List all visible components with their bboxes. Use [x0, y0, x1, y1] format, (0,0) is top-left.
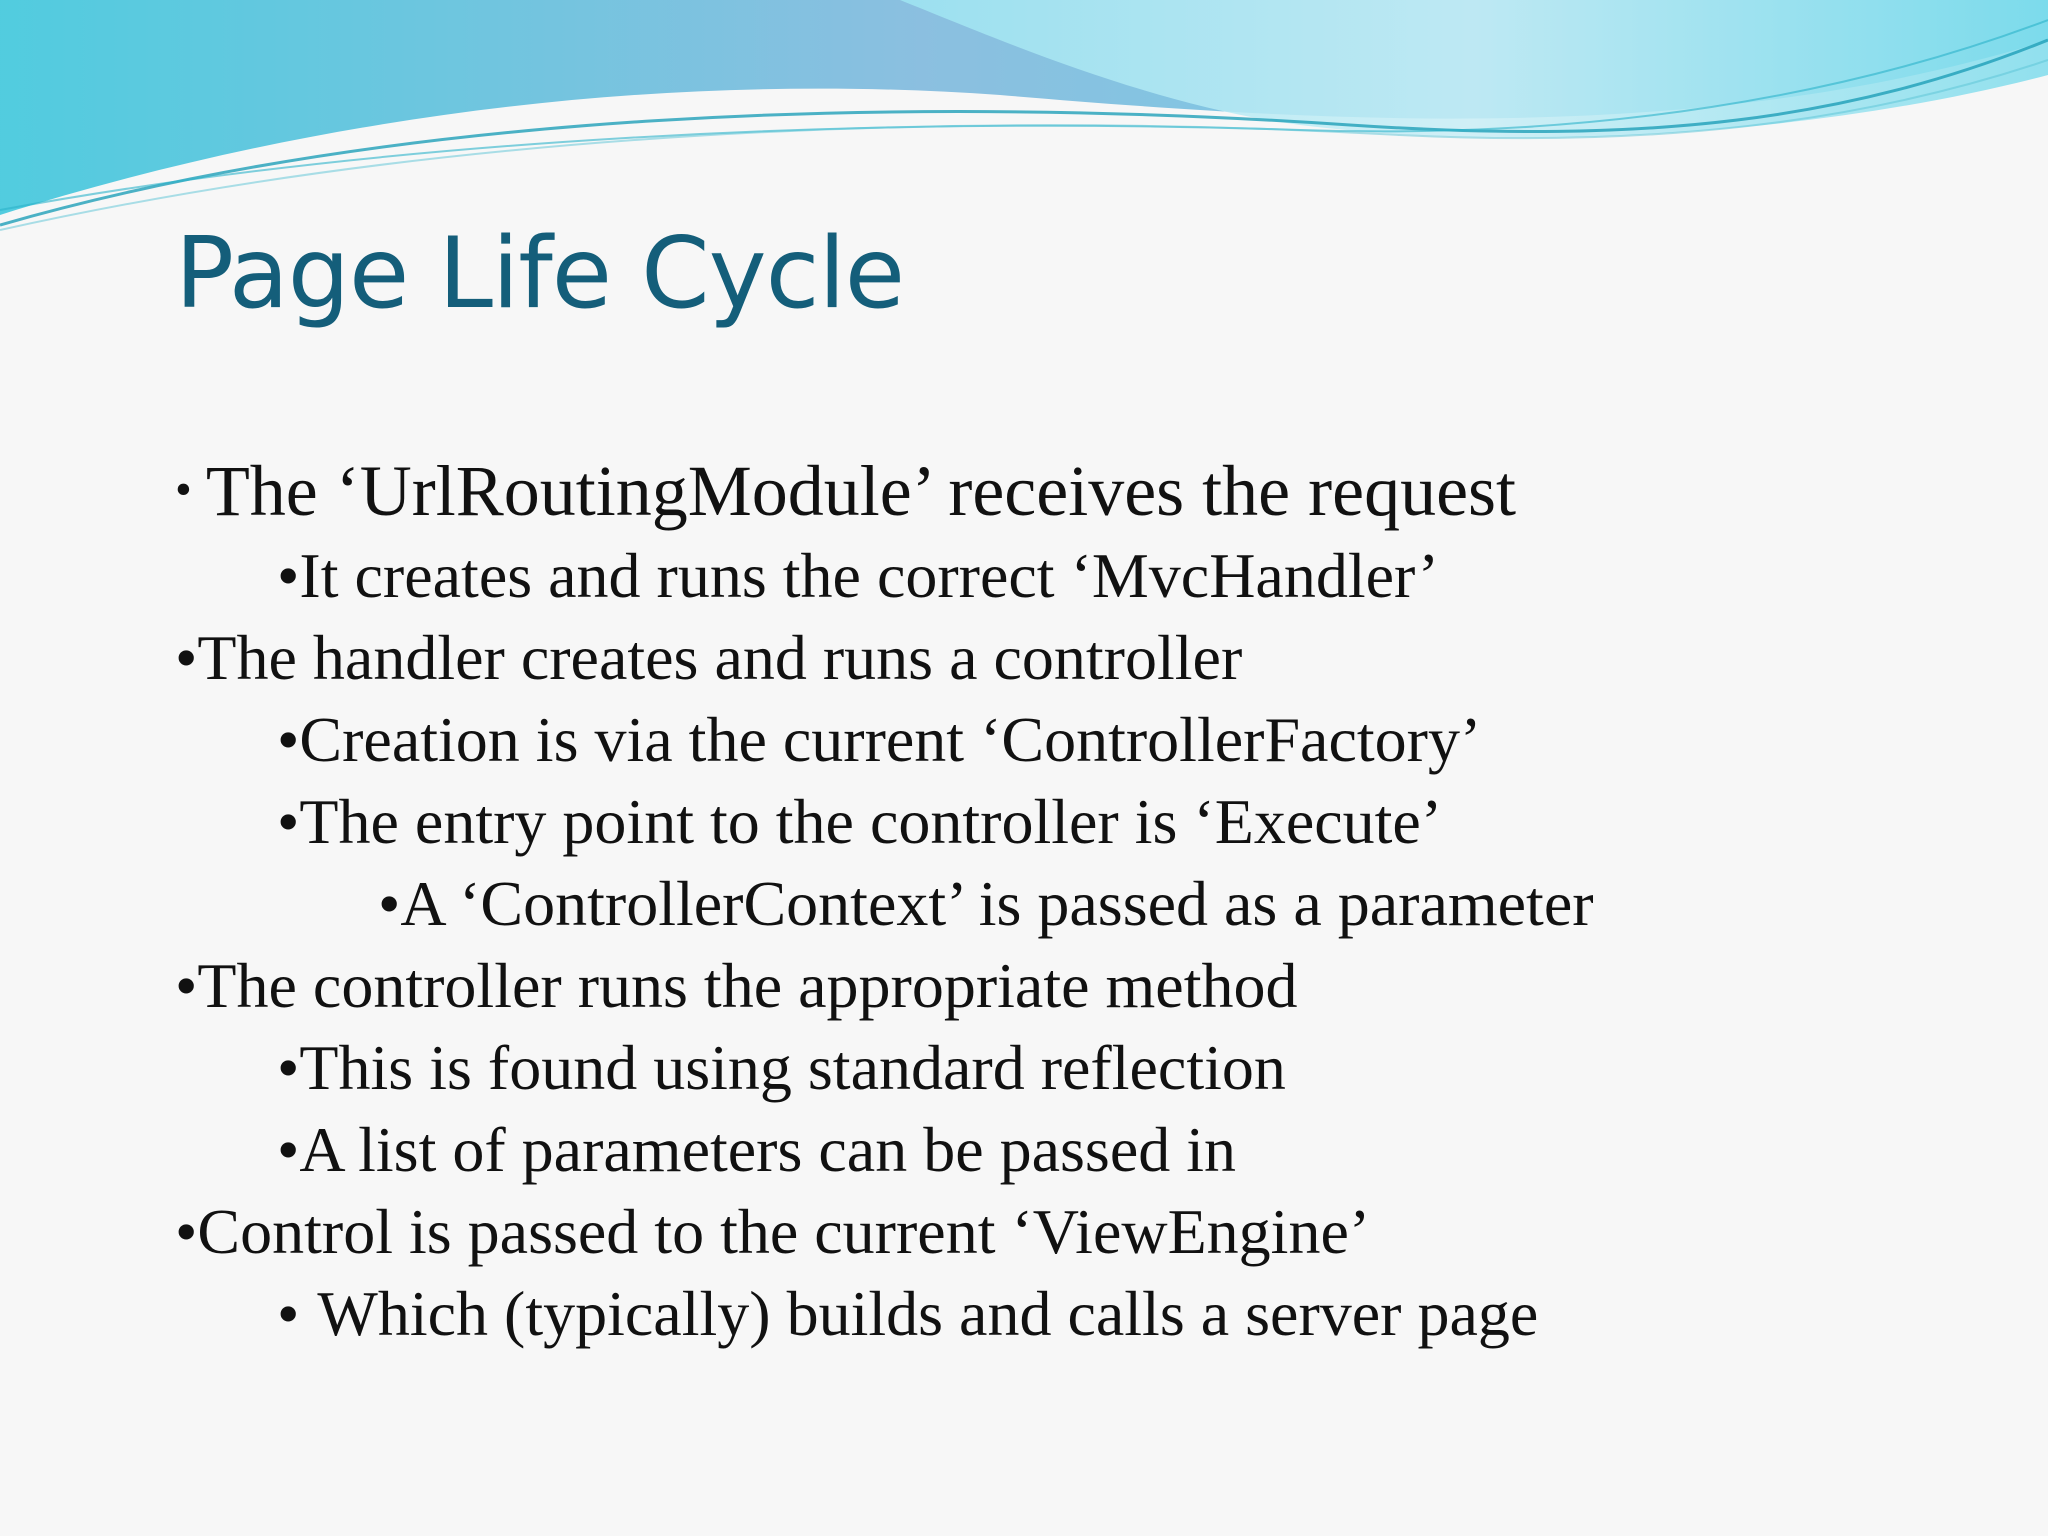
- bullet-item: [175, 945, 1594, 1027]
- bullet-glyph: •: [277, 540, 300, 611]
- bullet-text: A list of parameters can be passed in: [299, 1114, 1236, 1185]
- bullet-text: Creation is via the current ‘ControllerFactory’: [299, 704, 1482, 775]
- bullet-item: [175, 1273, 1594, 1355]
- bullet-glyph: •: [277, 1114, 300, 1185]
- bullet-glyph: •: [277, 1278, 300, 1349]
- bullet-item: [175, 1027, 1594, 1109]
- bullet-text: The handler creates and runs a controller: [197, 622, 1243, 693]
- bullet-glyph: •: [378, 868, 401, 939]
- bullet-item: [175, 1109, 1594, 1191]
- bullet-item: [175, 863, 1594, 945]
- bullet-item: [175, 1191, 1594, 1273]
- bullet-glyph: •: [175, 463, 192, 516]
- bullet-item: [175, 617, 1594, 699]
- bullet-text: Control is passed to the current ‘ViewEngine’: [197, 1196, 1371, 1267]
- bullet-glyph: •: [175, 1196, 198, 1267]
- bullet-text: A ‘ControllerContext’ is passed as a parameter: [400, 868, 1594, 939]
- bullet-text: The ‘UrlRoutingModule’ receives the request: [205, 451, 1517, 531]
- slide-title: Page Life Cycle: [175, 217, 904, 331]
- bullet-glyph: •: [175, 622, 198, 693]
- bullet-item: [175, 781, 1594, 863]
- bullet-item: [175, 535, 1594, 617]
- bullet-glyph: •: [277, 704, 300, 775]
- bullet-text: This is found using standard reflection: [299, 1032, 1286, 1103]
- bullet-glyph: •: [175, 950, 198, 1021]
- bullet-text: The controller runs the appropriate method: [197, 950, 1298, 1021]
- bullet-glyph: •: [277, 1032, 300, 1103]
- bullet-glyph: •: [277, 786, 300, 857]
- bullet-text: Which (typically) builds and calls a server page: [317, 1278, 1539, 1349]
- bullet-item: [175, 699, 1594, 781]
- bullet-item: [175, 445, 1594, 535]
- bullet-list: [175, 445, 1594, 1355]
- bullet-text: It creates and runs the correct ‘MvcHandler’: [299, 540, 1439, 611]
- bullet-text: The entry point to the controller is ‘Execute’: [299, 786, 1443, 857]
